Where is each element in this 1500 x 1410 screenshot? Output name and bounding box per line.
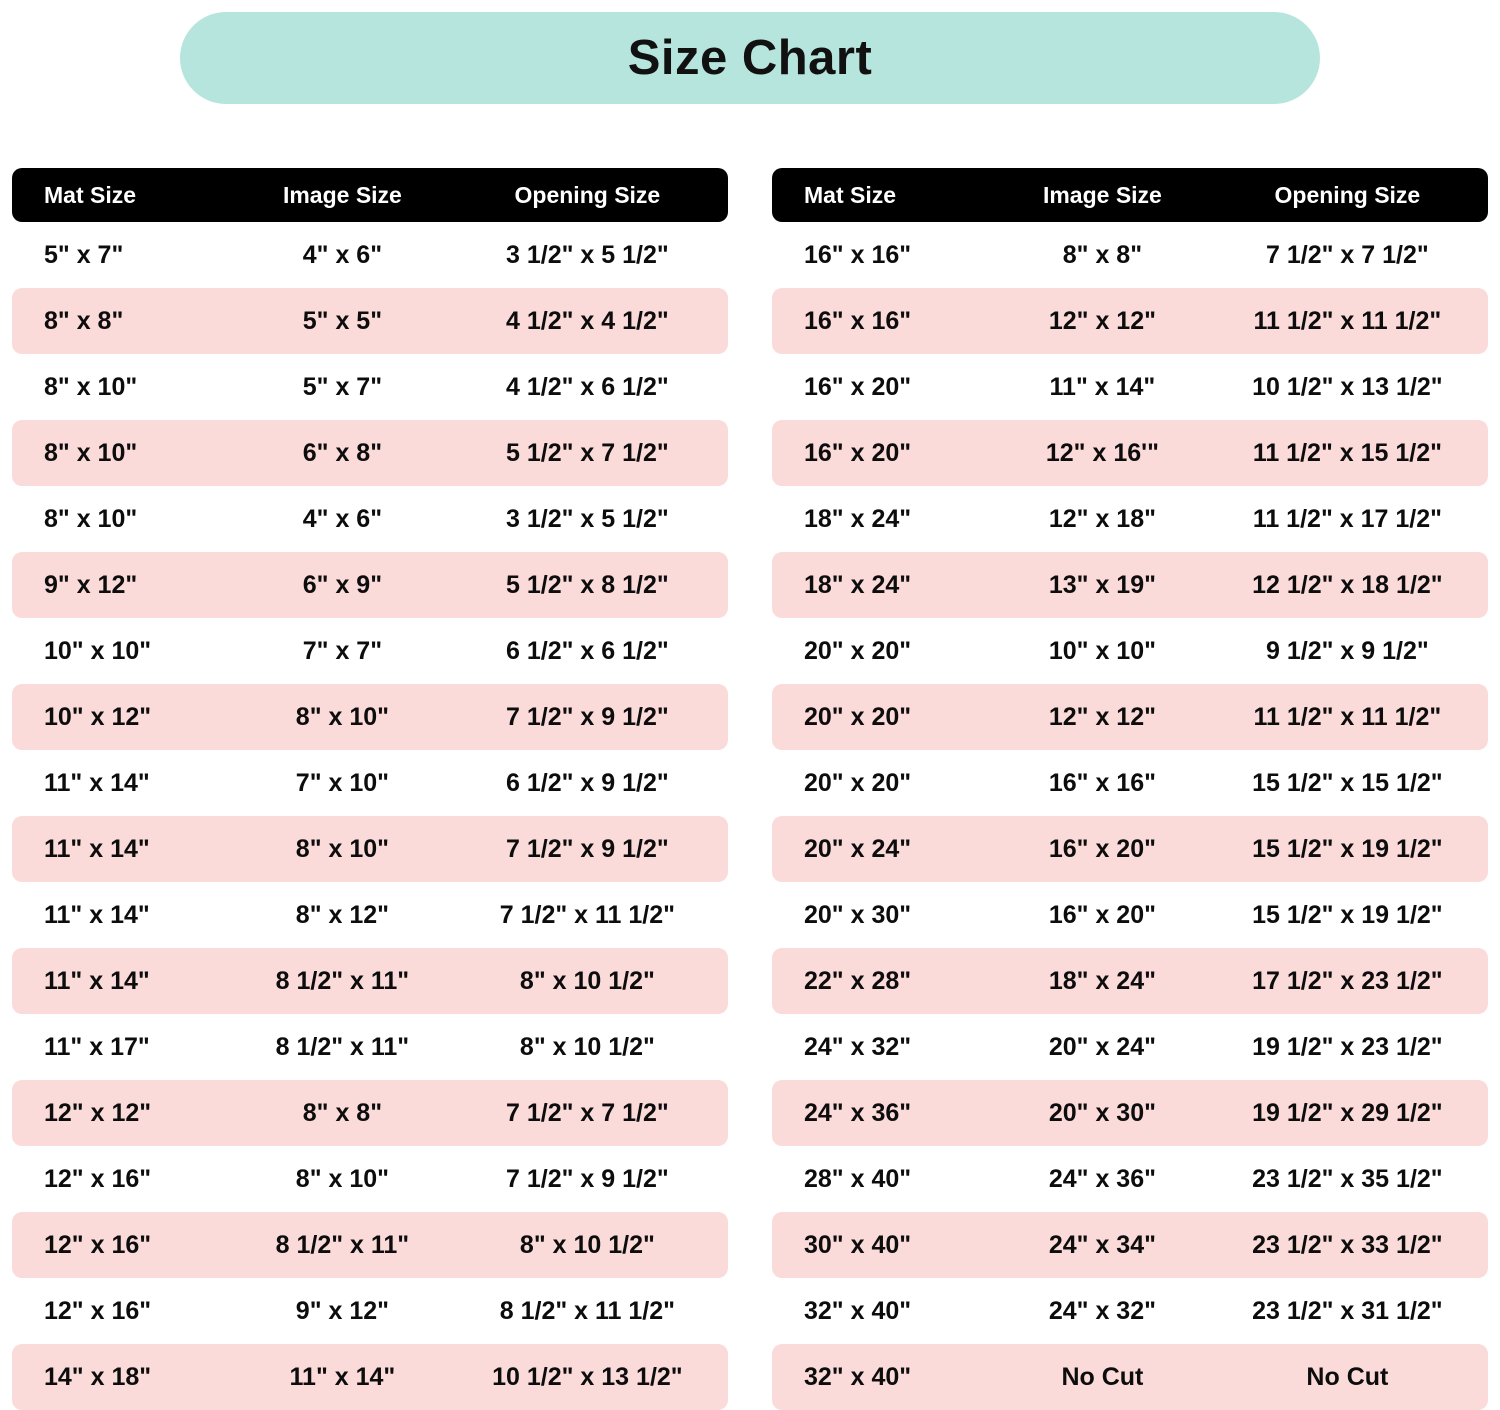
cell-opening-size: 8" x 10 1/2" — [447, 1212, 728, 1278]
table-row — [12, 222, 728, 288]
cell-opening-size: 15 1/2" x 19 1/2" — [1252, 900, 1443, 929]
cell-mat-size: 9" x 12" — [12, 552, 238, 618]
cell-opening-size: 7 1/2" x 9 1/2" — [447, 684, 728, 750]
cell-mat-size: 32" x 40" — [772, 1344, 998, 1410]
cell-mat-size: 20" x 30" — [804, 900, 912, 929]
cell-mat-size: 11" x 14" — [12, 948, 238, 1014]
cell-mat-size: 11" x 17" — [44, 1032, 150, 1061]
cell-opening-size: 15 1/2" x 15 1/2" — [1252, 768, 1443, 797]
table-row — [772, 486, 1488, 552]
cell-opening-size: 23 1/2" x 31 1/2" — [1252, 1296, 1443, 1325]
cell-image-size: 20" x 30" — [998, 1080, 1207, 1146]
table-row — [12, 948, 728, 1014]
cell-opening-size: 11 1/2" x 11 1/2" — [1207, 684, 1488, 750]
cell-mat-size: 18" x 24" — [772, 552, 998, 618]
cell-image-size: 4" x 6" — [302, 240, 383, 269]
cell-opening-size: 6 1/2" x 6 1/2" — [506, 636, 669, 665]
cell-image-size: 4" x 6" — [302, 504, 383, 533]
cell-image-size: 5" x 7" — [302, 372, 383, 401]
cell-image-size: 8 1/2" x 11" — [238, 1212, 447, 1278]
page-title: Size Chart — [627, 31, 873, 85]
cell-mat-size: 11" x 14" — [44, 768, 150, 797]
table-row — [12, 1014, 728, 1080]
cell-opening-size: 3 1/2" x 5 1/2" — [506, 240, 669, 269]
cell-opening-size: 7 1/2" x 11 1/2" — [499, 900, 675, 929]
cell-opening-size: 15 1/2" x 19 1/2" — [1207, 816, 1488, 882]
header-row — [772, 168, 1488, 222]
cell-mat-size: 8" x 10" — [44, 372, 138, 401]
table-row — [12, 882, 728, 948]
cell-mat-size: 8" x 10" — [12, 420, 238, 486]
cell-mat-size: 32" x 40" — [804, 1296, 912, 1325]
table-row — [772, 1344, 1488, 1410]
cell-opening-size: 4 1/2" x 6 1/2" — [506, 372, 669, 401]
column-header-opening-size: Opening Size — [447, 168, 728, 222]
cell-opening-size: 11 1/2" x 15 1/2" — [1207, 420, 1488, 486]
cell-opening-size: 3 1/2" x 5 1/2" — [506, 504, 669, 533]
table-row — [772, 1146, 1488, 1212]
cell-mat-size: 22" x 28" — [772, 948, 998, 1014]
cell-opening-size: 4 1/2" x 4 1/2" — [447, 288, 728, 354]
cell-image-size: 18" x 24" — [998, 948, 1207, 1014]
cell-mat-size: 20" x 20" — [804, 768, 912, 797]
table-row — [12, 1278, 728, 1344]
cell-opening-size: 9 1/2" x 9 1/2" — [1266, 636, 1429, 665]
left-table-body — [12, 222, 728, 1410]
column-header-opening-size: Opening Size — [1207, 168, 1488, 222]
cell-mat-size: 16" x 16" — [804, 240, 912, 269]
column-header-mat-size: Mat Size — [12, 168, 238, 222]
cell-image-size: 11" x 14" — [1049, 372, 1156, 401]
cell-mat-size: 16" x 16" — [772, 288, 998, 354]
cell-mat-size: 16" x 20" — [772, 420, 998, 486]
cell-opening-size: 5 1/2" x 7 1/2" — [447, 420, 728, 486]
cell-mat-size: 20" x 20" — [804, 636, 912, 665]
left-table-header — [12, 168, 728, 222]
table-row — [12, 750, 728, 816]
cell-image-size: 8 1/2" x 11" — [238, 948, 447, 1014]
cell-opening-size: 7 1/2" x 7 1/2" — [1266, 240, 1429, 269]
cell-mat-size: 11" x 14" — [12, 816, 238, 882]
column-header-image-size: Image Size — [238, 168, 447, 222]
right-table-body — [772, 222, 1488, 1410]
table-row — [12, 618, 728, 684]
table-row — [12, 486, 728, 552]
size-table-right — [772, 168, 1488, 1410]
cell-mat-size: 8" x 8" — [12, 288, 238, 354]
column-header-image-size: Image Size — [998, 168, 1207, 222]
cell-image-size: 8" x 10" — [295, 1164, 390, 1193]
table-row — [772, 618, 1488, 684]
table-row — [772, 1212, 1488, 1278]
cell-mat-size: 20" x 24" — [772, 816, 998, 882]
cell-image-size: 8 1/2" x 11" — [275, 1032, 410, 1061]
cell-opening-size: 19 1/2" x 23 1/2" — [1252, 1032, 1443, 1061]
cell-image-size: 6" x 9" — [238, 552, 447, 618]
table-row — [12, 684, 728, 750]
cell-image-size: No Cut — [998, 1344, 1207, 1410]
cell-image-size: 12" x 16'" — [998, 420, 1207, 486]
cell-mat-size: 18" x 24" — [804, 504, 912, 533]
cell-opening-size: 19 1/2" x 29 1/2" — [1207, 1080, 1488, 1146]
table-row — [772, 420, 1488, 486]
cell-image-size: 10" x 10" — [1048, 636, 1156, 665]
cell-mat-size: 11" x 14" — [44, 900, 150, 929]
cell-image-size: 7" x 7" — [302, 636, 383, 665]
cell-image-size: 9" x 12" — [295, 1296, 390, 1325]
cell-opening-size: 10 1/2" x 13 1/2" — [447, 1344, 728, 1410]
cell-image-size: 7" x 10" — [295, 768, 390, 797]
table-row — [772, 882, 1488, 948]
right-table-header — [772, 168, 1488, 222]
table-row — [12, 1080, 728, 1146]
cell-image-size: 8" x 8" — [1062, 240, 1143, 269]
cell-image-size: 11" x 14" — [238, 1344, 447, 1410]
cell-mat-size: 12" x 16" — [44, 1164, 152, 1193]
cell-mat-size: 24" x 32" — [804, 1032, 912, 1061]
cell-image-size: 20" x 24" — [1048, 1032, 1156, 1061]
table-row — [12, 552, 728, 618]
cell-mat-size: 10" x 10" — [44, 636, 152, 665]
cell-mat-size: 14" x 18" — [12, 1344, 238, 1410]
cell-opening-size: 8" x 10 1/2" — [519, 1032, 655, 1061]
cell-image-size: 8" x 8" — [238, 1080, 447, 1146]
table-row — [772, 750, 1488, 816]
cell-opening-size: 12 1/2" x 18 1/2" — [1207, 552, 1488, 618]
cell-opening-size: 5 1/2" x 8 1/2" — [447, 552, 728, 618]
cell-opening-size: 8 1/2" x 11 1/2" — [499, 1296, 675, 1325]
cell-image-size: 24" x 36" — [1048, 1164, 1156, 1193]
cell-opening-size: 7 1/2" x 7 1/2" — [447, 1080, 728, 1146]
cell-opening-size: 6 1/2" x 9 1/2" — [506, 768, 669, 797]
cell-opening-size: 23 1/2" x 35 1/2" — [1252, 1164, 1443, 1193]
table-row — [12, 1344, 728, 1410]
cell-opening-size: 11 1/2" x 17 1/2" — [1252, 504, 1442, 533]
cell-image-size: 24" x 32" — [1048, 1296, 1156, 1325]
table-row — [772, 1014, 1488, 1080]
cell-opening-size: No Cut — [1207, 1344, 1488, 1410]
cell-opening-size: 7 1/2" x 9 1/2" — [506, 1164, 669, 1193]
cell-image-size: 24" x 34" — [998, 1212, 1207, 1278]
cell-image-size: 8" x 12" — [295, 900, 390, 929]
cell-opening-size: 11 1/2" x 11 1/2" — [1207, 288, 1488, 354]
cell-opening-size: 10 1/2" x 13 1/2" — [1252, 372, 1443, 401]
cell-mat-size: 12" x 16" — [44, 1296, 152, 1325]
cell-image-size: 13" x 19" — [998, 552, 1207, 618]
cell-mat-size: 8" x 10" — [44, 504, 138, 533]
cell-mat-size: 24" x 36" — [772, 1080, 998, 1146]
cell-opening-size: 23 1/2" x 33 1/2" — [1207, 1212, 1488, 1278]
table-row — [772, 552, 1488, 618]
cell-image-size: 12" x 18" — [1048, 504, 1156, 533]
cell-mat-size: 28" x 40" — [804, 1164, 912, 1193]
header-row — [12, 168, 728, 222]
table-row — [12, 288, 728, 354]
cell-image-size: 8" x 10" — [238, 684, 447, 750]
table-row — [772, 222, 1488, 288]
title-banner — [180, 12, 1320, 104]
cell-mat-size: 10" x 12" — [12, 684, 238, 750]
size-table-left — [12, 168, 728, 1410]
tables-container — [0, 168, 1500, 1410]
table-row — [772, 1080, 1488, 1146]
cell-image-size: 8" x 10" — [238, 816, 447, 882]
cell-mat-size: 5" x 7" — [44, 240, 124, 269]
cell-image-size: 16" x 20" — [998, 816, 1207, 882]
cell-opening-size: 7 1/2" x 9 1/2" — [447, 816, 728, 882]
cell-opening-size: 17 1/2" x 23 1/2" — [1207, 948, 1488, 1014]
table-row — [772, 816, 1488, 882]
left-table-wrapper — [12, 168, 728, 1410]
cell-image-size: 16" x 20" — [1048, 900, 1156, 929]
table-row — [12, 816, 728, 882]
table-row — [12, 1146, 728, 1212]
table-row — [772, 684, 1488, 750]
cell-image-size: 5" x 5" — [238, 288, 447, 354]
table-row — [772, 354, 1488, 420]
cell-image-size: 12" x 12" — [998, 684, 1207, 750]
cell-image-size: 12" x 12" — [998, 288, 1207, 354]
table-row — [12, 354, 728, 420]
cell-mat-size: 12" x 16" — [12, 1212, 238, 1278]
column-header-mat-size: Mat Size — [772, 168, 998, 222]
table-row — [772, 948, 1488, 1014]
cell-opening-size: 8" x 10 1/2" — [447, 948, 728, 1014]
cell-mat-size: 20" x 20" — [772, 684, 998, 750]
table-row — [12, 420, 728, 486]
cell-image-size: 6" x 8" — [238, 420, 447, 486]
cell-image-size: 16" x 16" — [1048, 768, 1156, 797]
table-row — [772, 288, 1488, 354]
cell-mat-size: 16" x 20" — [804, 372, 912, 401]
cell-mat-size: 12" x 12" — [12, 1080, 238, 1146]
right-table-wrapper — [772, 168, 1488, 1410]
table-row — [772, 1278, 1488, 1344]
cell-mat-size: 30" x 40" — [772, 1212, 998, 1278]
table-row — [12, 1212, 728, 1278]
